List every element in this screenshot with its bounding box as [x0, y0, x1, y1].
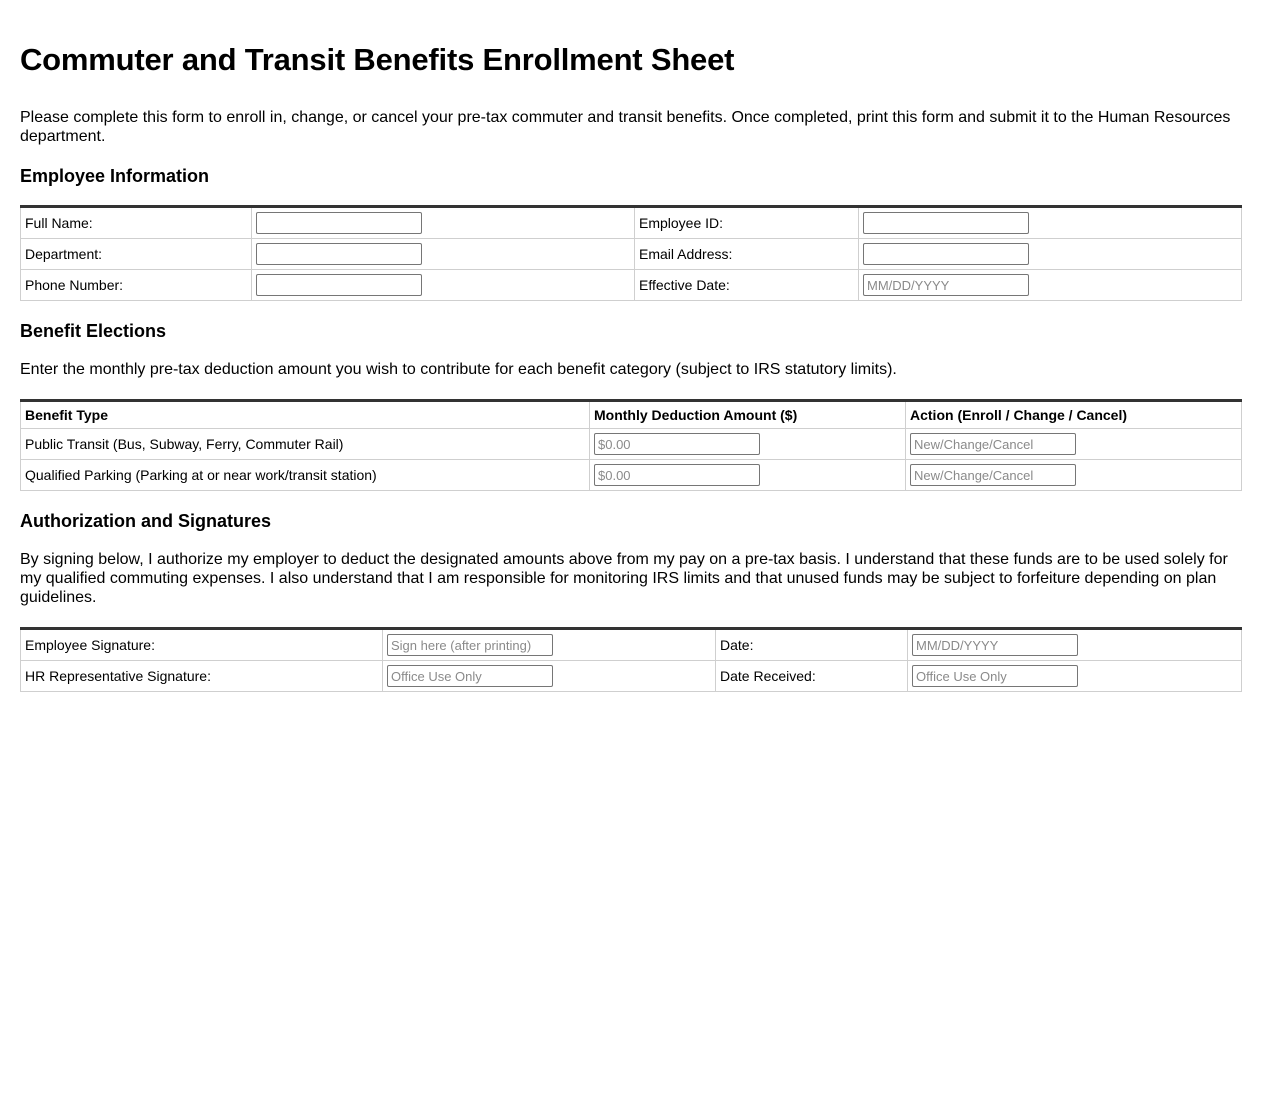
table-row	[21, 207, 1242, 239]
benefit-type-public-transit: Public Transit (Bus, Subway, Ferry, Commuter Rail)	[21, 429, 590, 460]
table-row	[21, 629, 1242, 661]
benefit-elections-description: Enter the monthly pre-tax deduction amount you wish to contribute for each benefit category (subject to IRS statutory limits).	[20, 361, 897, 378]
department-label: Department:	[21, 239, 252, 270]
employee-signature-input[interactable]	[387, 634, 553, 656]
signatures-table	[20, 627, 1242, 692]
public-transit-action-input[interactable]	[910, 433, 1076, 455]
benefit-elections-heading: Benefit Elections	[20, 321, 167, 341]
phone-input[interactable]	[256, 274, 422, 296]
column-header-benefit-type: Benefit Type	[21, 401, 590, 429]
full-name-input[interactable]	[256, 212, 422, 234]
effective-date-label: Effective Date:	[635, 270, 859, 301]
date-received-label: Date Received:	[716, 661, 908, 692]
hr-signature-input[interactable]	[387, 665, 553, 687]
benefit-elections-table	[20, 399, 1242, 491]
qualified-parking-action-input[interactable]	[910, 464, 1076, 486]
employee-signature-label: Employee Signature:	[21, 629, 383, 661]
employee-info-heading: Employee Information	[20, 166, 210, 186]
page-title: Commuter and Transit Benefits Enrollment Sheet	[20, 42, 735, 77]
full-name-label: Full Name:	[21, 207, 252, 239]
email-input[interactable]	[863, 243, 1029, 265]
intro-text: Please complete this form to enroll in, change, or cancel your pre-tax commuter and transit benefits. Once completed, print this form and submit it to the Human Resources department.	[20, 109, 1231, 145]
department-input[interactable]	[256, 243, 422, 265]
date-label: Date:	[716, 629, 908, 661]
hr-signature-label: HR Representative Signature:	[21, 661, 383, 692]
date-received-input[interactable]	[912, 665, 1078, 687]
table-header-row	[21, 401, 1242, 429]
table-row	[21, 270, 1242, 301]
employee-info-table	[20, 205, 1242, 301]
authorization-heading: Authorization and Signatures	[20, 511, 272, 531]
phone-label: Phone Number:	[21, 270, 252, 301]
table-row	[21, 239, 1242, 270]
public-transit-amount-input[interactable]	[594, 433, 760, 455]
table-row	[21, 429, 1242, 460]
benefit-type-qualified-parking: Qualified Parking (Parking at or near work/transit station)	[21, 460, 590, 491]
email-label: Email Address:	[635, 239, 859, 270]
column-header-action: Action (Enroll / Change / Cancel)	[906, 401, 1242, 429]
column-header-monthly-deduction: Monthly Deduction Amount ($)	[590, 401, 906, 429]
signature-date-input[interactable]	[912, 634, 1078, 656]
effective-date-input[interactable]	[863, 274, 1029, 296]
employee-id-label: Employee ID:	[635, 207, 859, 239]
employee-id-input[interactable]	[863, 212, 1029, 234]
authorization-description: By signing below, I authorize my employer to deduct the designated amounts above from my pay on a pre-tax basis. I understand that these funds are to be used solely for my qualified commuting expenses. I also understand that I am responsible for monitoring IRS limits and that unused funds may be subject to forfeiture depending on plan guidelines.	[20, 551, 1228, 606]
qualified-parking-amount-input[interactable]	[594, 464, 760, 486]
table-row	[21, 661, 1242, 692]
table-row	[21, 460, 1242, 491]
